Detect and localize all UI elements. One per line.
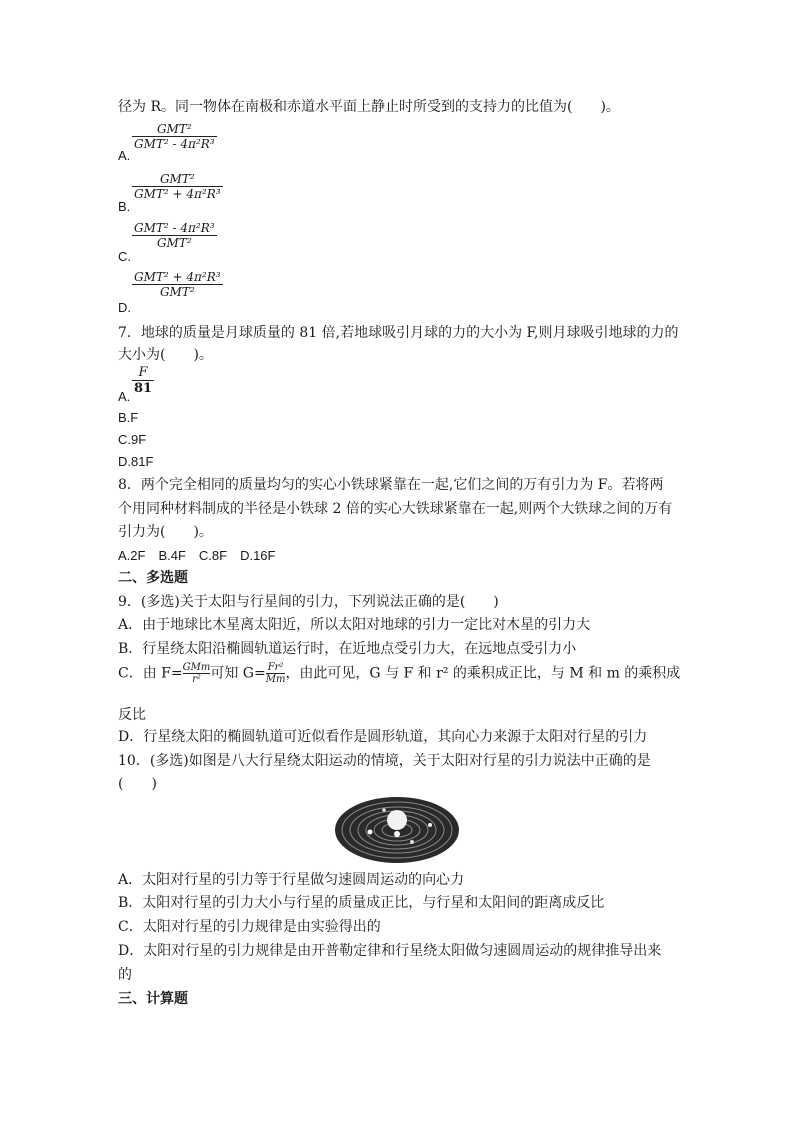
q9-option-d: D．行星绕太阳的椭圆轨道可近似看作是圆形轨道，其向心力来源于太阳对行星的引力	[118, 729, 648, 745]
q9-option-a: A．由于地球比木星离太阳近，所以太阳对地球的引力一定比对木星的引力大	[118, 617, 591, 633]
section-heading-calculation: 三、计算题	[118, 990, 188, 1006]
q7-option-a-fraction: $\frac{F}{81}$	[134, 365, 153, 396]
planet	[368, 830, 373, 835]
q10-option-b: B．太阳对行星的引力大小与行星的质量成正比，与行星和太阳间的距离成反比	[118, 895, 605, 911]
planet	[428, 823, 432, 827]
q6-option-b-fraction: GMT² GMT² + 4π²R³	[134, 172, 221, 201]
q6-option-b-label: B.	[118, 199, 131, 214]
q9-option-c-line2: 反比	[118, 707, 146, 723]
sun	[387, 810, 407, 830]
section-heading-multiple-choice: 二、多选题	[118, 569, 188, 585]
q6-option-d-label: D.	[118, 300, 131, 315]
q6-option-a-label: A.	[118, 148, 131, 163]
q10-option-a: A．太阳对行星的引力等于行星做匀速圆周运动的向心力	[118, 872, 465, 888]
q6-option-c-fraction: GMT² - 4π²R³ GMT²	[134, 221, 215, 250]
q7-stem-line1: 7．地球的质量是月球质量的 81 倍,若地球吸引月球的力的大小为 F,则月球吸引地球的力的	[118, 325, 679, 341]
planet	[410, 840, 414, 844]
q10-stem-line2: ( )	[118, 776, 157, 792]
q7-stem-line2: 大小为( )。	[118, 347, 213, 363]
q7-option-c: C.9F	[118, 432, 147, 447]
q9-option-b: B．行星绕太阳沿椭圆轨道运行时，在近地点受引力大，在远地点受引力小	[118, 641, 577, 657]
q9-formula-f: $\frac{\text{GMm}}{\text{r²}}$	[182, 662, 211, 685]
q6-stem-tail: 径为 R。同一物体在南极和赤道水平面上静止时所受到的支持力的比值为( )。	[118, 99, 620, 115]
solar-system-figure	[334, 796, 460, 864]
q10-option-d-line1: D．太阳对行星的引力规律是由开普勒定律和行星绕太阳做匀速圆周运动的规律推导出来	[118, 943, 662, 959]
q10-option-d-line2: 的	[118, 967, 132, 983]
planet	[394, 831, 400, 837]
q9-option-c: C．由 F= $\frac{\text{GMm}}{\text{r²}}$ 可知 G= $\frac{\text{Fr²}}{Mm}$ ，由此可见，G 与 F 和 r² 的乘积成正比，与 M 和 m 的乘积成	[118, 662, 681, 685]
q10-stem-line1: 10．(多选)如图是八大行星绕太阳运动的情境，关于太阳对行星的引力说法中正确的是	[118, 753, 651, 769]
q8-stem-line2: 个用同种材料制成的半径是小铁球 2 倍的实心大铁球紧靠在一起,则两个大铁球之间的万有	[118, 501, 673, 517]
q6-option-c-label: C.	[118, 249, 131, 264]
planet	[382, 808, 386, 812]
q7-option-a-label: A.	[118, 389, 131, 404]
q6-option-a-fraction: GMT² GMT² - 4π²R³	[134, 122, 215, 151]
q9-stem: 9．(多选)关于太阳与行星间的引力，下列说法正确的是( )	[118, 594, 499, 610]
q7-option-b: B.F	[118, 410, 139, 425]
q8-stem-line3: 引力为( )。	[118, 524, 213, 540]
q10-option-c: C．太阳对行星的引力规律是由实验得出的	[118, 919, 381, 935]
q8-stem-line1: 8．两个完全相同的质量均匀的实心小铁球紧靠在一起,它们之间的万有引力为 F。若将两	[118, 477, 664, 493]
q8-options: A.2F B.4F C.8F D.16F	[118, 548, 276, 563]
q6-option-d-fraction: GMT² + 4π²R³ GMT²	[134, 270, 221, 299]
q7-option-d: D.81F	[118, 454, 154, 469]
q9-formula-g: $\frac{\text{Fr²}}{Mm}$	[265, 662, 286, 685]
